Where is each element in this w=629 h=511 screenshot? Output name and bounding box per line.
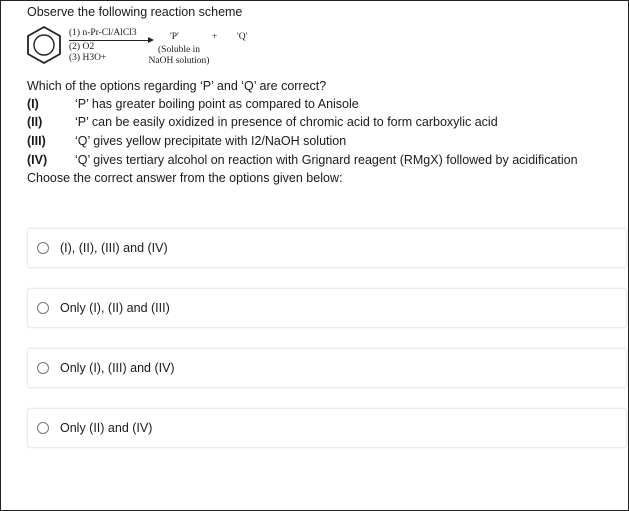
statement-number: (I) [27,97,39,111]
statement-text: ‘Q’ gives tertiary alcohol on reaction with Grignard reagent (RMgX) followed by acidification [75,153,578,167]
answer-option-label: Only (II) and (IV) [60,421,153,435]
reagent-step-1: (1) n-Pr-Cl/AlCl3 [69,28,137,38]
radio-unselected-icon[interactable] [37,362,49,374]
statement-number: (II) [27,115,43,129]
reagent-step-2: (2) O2 [69,42,95,52]
reaction-scheme [26,25,286,75]
radio-unselected-icon[interactable] [37,242,49,254]
answer-option-3[interactable] [27,348,627,388]
statement-text: ‘Q’ gives yellow precipitate with I2/NaOH solution [75,134,347,148]
answer-option-label: (I), (II), (III) and (IV) [60,241,168,255]
statement-number: (III) [27,134,46,148]
radio-unselected-icon[interactable] [37,302,49,314]
statement-text: ‘P’ can be easily oxidized in presence of chromic acid to form carboxylic acid [75,115,498,129]
reaction-arrow [69,40,151,41]
answer-option-label: Only (I), (II) and (III) [60,301,170,315]
answer-instruction: Choose the correct answer from the options given below: [27,171,343,185]
benzene-ring-icon [26,25,62,65]
statement-number: (IV) [27,153,48,167]
answer-option-2[interactable] [27,288,627,328]
product-q: 'Q' [237,32,248,42]
arrow-head-icon [148,37,154,43]
statement-2 [27,115,498,129]
answer-option-1[interactable] [27,228,627,268]
solubility-note-line-2: NaOH solution) [148,56,210,66]
question-title: Observe the following reaction scheme [27,5,243,19]
answer-option-4[interactable] [27,408,627,448]
statement-1 [27,97,359,111]
solubility-note [144,45,214,67]
radio-unselected-icon[interactable] [37,422,49,434]
reagent-step-3: (3) H3O+ [69,53,107,63]
solubility-note-line-1: (Soluble in [158,45,200,55]
statement-text: ‘P’ has greater boiling point as compared to Anisole [75,97,359,111]
plus-sign: + [212,32,218,42]
answer-option-label: Only (I), (III) and (IV) [60,361,175,375]
question-prompt: Which of the options regarding ‘P’ and ‘Q’ are correct? [27,79,327,93]
statement-3 [27,134,346,148]
statement-4 [27,153,578,167]
reagent-list [69,28,137,64]
product-p: 'P' [170,32,179,42]
